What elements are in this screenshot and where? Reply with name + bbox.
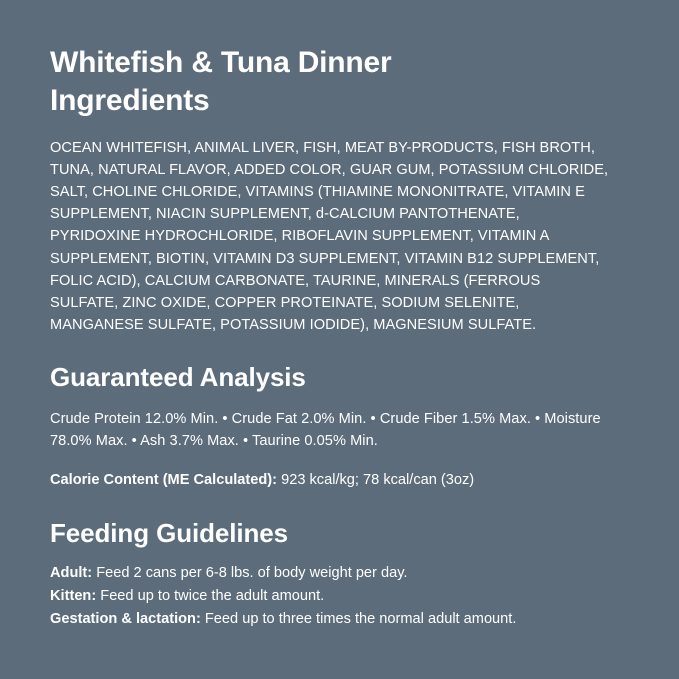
calorie-content-label: Calorie Content (ME Calculated): (50, 471, 278, 488)
list-item (50, 563, 629, 585)
feeding-row-label: Adult: (50, 564, 93, 581)
feeding-row-label: Gestation & lactation: (50, 610, 201, 627)
feeding-row-value: Feed up to three times the normal adult amount. (204, 610, 517, 627)
feeding-row-value: Feed up to twice the adult amount. (100, 587, 325, 604)
calorie-content-value: 923 kcal/kg; 78 kcal/can (3oz) (281, 471, 475, 488)
ingredients-text: OCEAN WHITEFISH, ANIMAL LIVER, FISH, MEAT BY-PRODUCTS, FISH BROTH, TUNA, NATURAL FLAVOR, ADDED COLOR, GUAR GUM, POTASSIUM CHLORIDE, SALT, CHOLINE CHLORIDE, VITAMINS (THIAMINE MONONITRATE, VITAMIN E SUPPLEMENT, NIACIN SUPPLEMENT, d-CALCIUM PANTOTHENATE, PYRIDOXINE HYDROCHLORIDE, RIBOFLAVIN SUPPLEMENT, VITAMIN A SUPPLEMENT, BIOTIN, VITAMIN D3 SUPPLEMENT, VITAMIN B12 SUPPLEMENT, FOLIC ACID), CALCIUM CARBONATE, TAURINE, MINERALS (FERROUS SULFATE, ZINC OXIDE, COPPER PROTEINATE, SODIUM SELENITE, MANGANESE SULFATE, POTASSIUM IODIDE), MAGNESIUM SULFATE. (50, 139, 609, 334)
calorie-content-line (50, 470, 629, 492)
guaranteed-analysis-text: Crude Protein 12.0% Min. • Crude Fat 2.0% Min. • Crude Fiber 1.5% Max. • Moisture 78.0% Max. • Ash 3.7% Max. • Taurine 0.05% Min. (50, 410, 601, 449)
page-title: Whitefish & Tuna Dinner Ingredients (50, 46, 392, 118)
list-item (50, 609, 629, 631)
feeding-row-value: Feed 2 cans per 6-8 lbs. of body weight per day. (96, 564, 408, 581)
feeding-row-label: Kitten: (50, 587, 97, 604)
list-item (50, 586, 629, 608)
feeding-guidelines-heading: Feeding Guidelines (50, 517, 289, 548)
guaranteed-analysis-heading: Guaranteed Analysis (50, 362, 306, 393)
feeding-guidelines-list (50, 563, 629, 631)
